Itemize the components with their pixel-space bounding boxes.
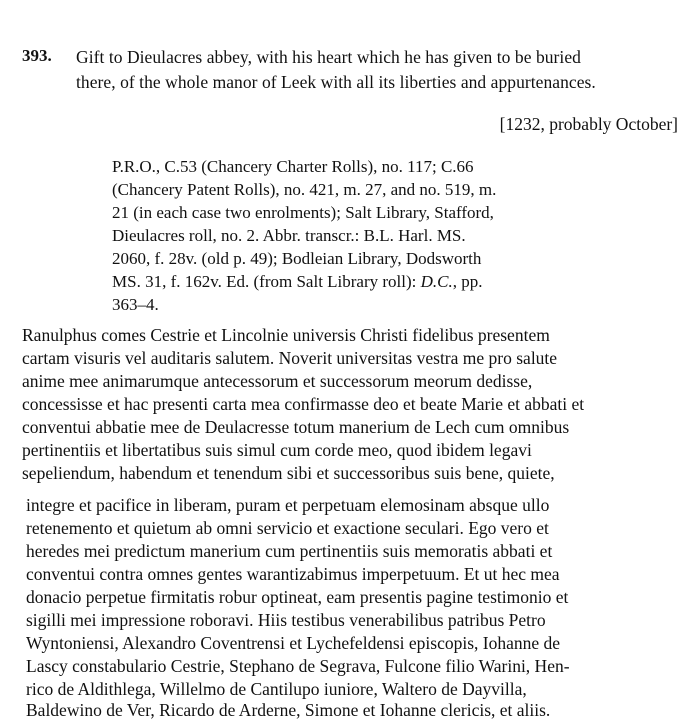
charter-line: heredes mei predictum manerium cum pertinentiis suis memoratis abbati et <box>26 541 553 561</box>
source-line: Dieulacres roll, no. 2. Abbr. transcr.: B.L. Harl. MS. <box>112 226 466 245</box>
charter-line: Lascy constabulario Cestrie, Stephano de Segrava, Fulcone filio Warini, Hen- <box>26 656 570 676</box>
charter-line: integre et pacifice in liberam, puram et perpetuam elemosinam absque ullo <box>26 495 550 515</box>
charter-line: Ranulphus comes Cestrie et Lincolnie universis Christi fidelibus presentem <box>22 325 550 345</box>
charter-line: sigilli mei impressione roboravi. Hiis testibus venerabilibus patribus Petro <box>26 610 546 630</box>
source-line <box>112 272 483 292</box>
entry-summary-line-2: there, of the whole manor of Leek with all its liberties and appurtenances. <box>76 72 596 92</box>
source-line: (Chancery Patent Rolls), no. 421, m. 27, and no. 519, m. <box>112 180 497 199</box>
source-line-text: , pp. <box>452 272 483 291</box>
charter-line: Baldewino de Ver, Ricardo de Arderne, Simone et Iohanne clericis, et aliis. <box>26 700 551 720</box>
charter-line: sepeliendum, habendum et tenendum sibi et successoribus suis bene, quiete, <box>22 463 555 483</box>
charter-line: donacio perpetue firmitatis robur optineat, eam presentis pagine testimonio et <box>26 587 569 607</box>
charter-line: cartam visuris vel auditaris salutem. Noverit universitas vestra me pro salute <box>22 348 558 368</box>
charter-line: Wyntoniensi, Alexandro Coventrensi et Lychefeldensi episcopis, Iohanne de <box>26 633 561 653</box>
charter-line: retenemento et quietum ab omni servicio et exactione seculari. Ego vero et <box>26 518 549 538</box>
entry-number: 393. <box>22 46 52 65</box>
charter-line: anime mee animarumque antecessorum et successorum meorum dedisse, <box>22 371 533 391</box>
charter-line: conventui abbatie mee de Deulacresse totum manerium de Lech cum omnibus <box>22 417 570 437</box>
source-line: 363–4. <box>112 295 159 314</box>
entry-date: [1232, probably October] <box>499 114 678 134</box>
charter-line: rico de Aldithlega, Willelmo de Cantilupo iuniore, Waltero de Dayvilla, <box>26 679 527 699</box>
edition-abbreviation: D.C. <box>420 272 453 291</box>
source-line: P.R.O., C.53 (Chancery Charter Rolls), no. 117; C.66 <box>112 157 474 176</box>
source-line: 2060, f. 28v. (old p. 49); Bodleian Library, Dodsworth <box>112 249 482 268</box>
charter-line: conventui contra omnes gentes warantizabimus imperpetuum. Et ut hec mea <box>26 564 560 584</box>
charter-line: pertinentiis et libertatibus suis simul cum corde meo, quod ibidem legavi <box>22 440 532 460</box>
source-line: 21 (in each case two enrolments); Salt Library, Stafford, <box>112 203 494 222</box>
source-line-text: MS. 31, f. 162v. Ed. (from Salt Library roll): <box>112 272 421 291</box>
charter-line: concessisse et hac presenti carta mea confirmasse deo et beate Marie et abbati et <box>22 394 585 414</box>
entry-summary-line-1: Gift to Dieulacres abbey, with his heart which he has given to be buried <box>76 47 581 67</box>
